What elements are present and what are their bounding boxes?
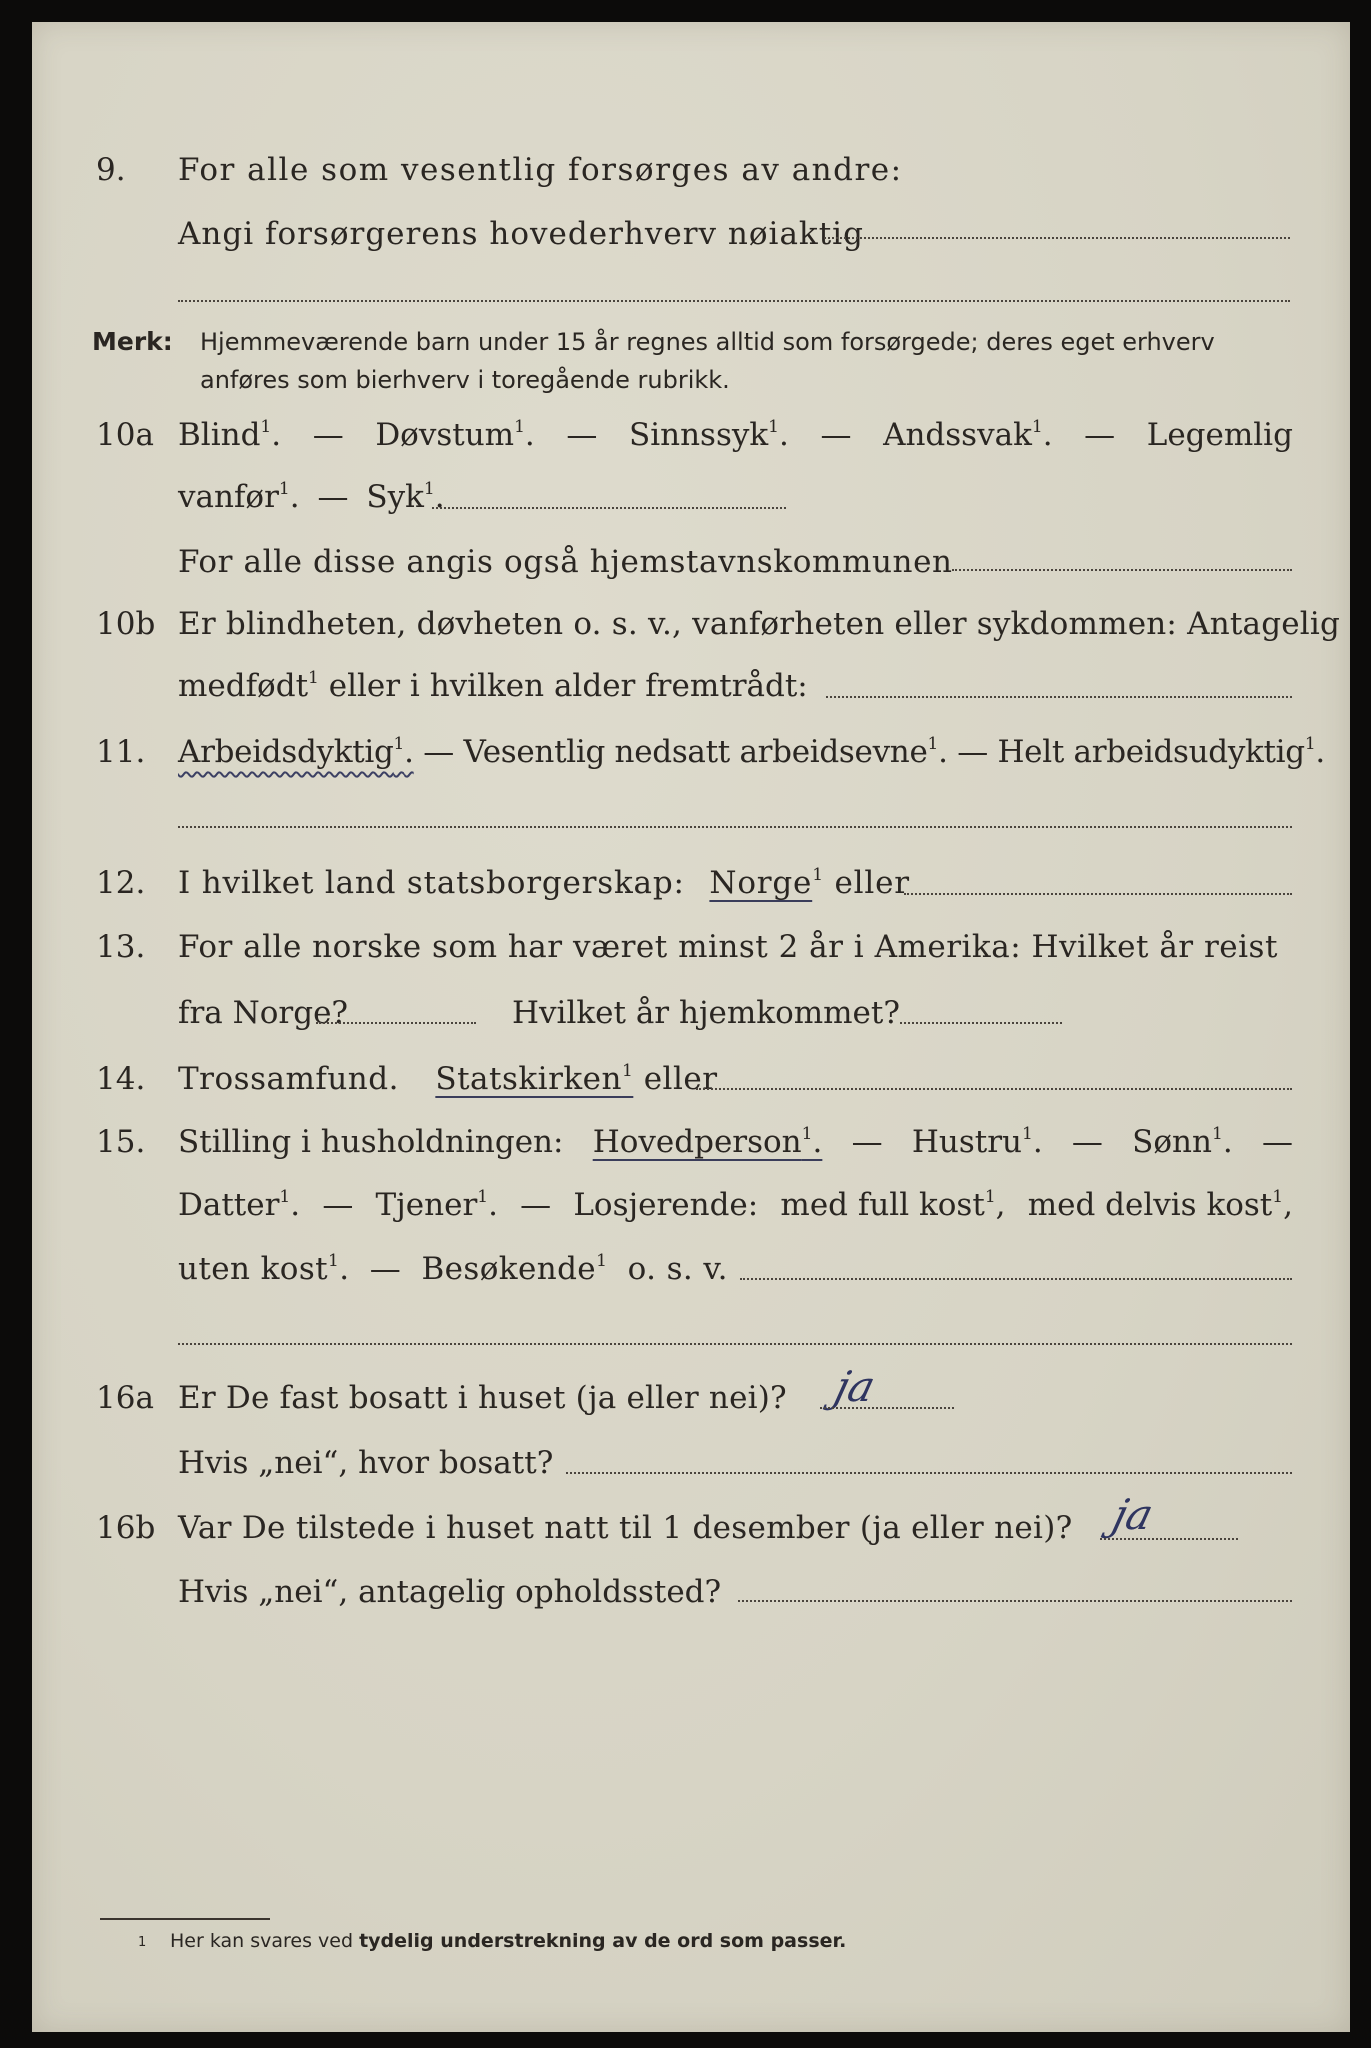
- q14-text: [178, 1057, 718, 1101]
- q16b-answer-line[interactable]: [1100, 1538, 1238, 1540]
- q15-losjerende-label: Losjerende:: [573, 1187, 759, 1223]
- dash: —: [566, 417, 598, 453]
- q10b-alder-label: eller i hvilken alder fremtrådt:: [318, 668, 808, 704]
- q10a-number: 10a: [96, 417, 154, 453]
- q10a-row-3: [0, 540, 1371, 584]
- opt-andssvak[interactable]: Andssvak$^1$.: [883, 417, 1053, 453]
- q15-row-3: [0, 1247, 1371, 1291]
- q12-number: 12.: [96, 865, 146, 901]
- q11-answer-line[interactable]: [178, 826, 1292, 828]
- q14-answer-line[interactable]: [696, 1088, 1292, 1090]
- q16a-number: 16a: [96, 1380, 154, 1416]
- dash: —: [317, 479, 349, 515]
- q16a-answer-line[interactable]: [820, 1407, 954, 1409]
- q16b-row-2: [0, 1570, 1371, 1614]
- q12-answer-line[interactable]: [904, 893, 1292, 895]
- dash: —: [520, 1187, 552, 1223]
- merk-row-2: [0, 358, 1371, 402]
- opt-vanfor[interactable]: vanfør$^1$.: [178, 479, 300, 515]
- q14-label: Trossamfund.: [178, 1061, 399, 1097]
- opt-delvis-kost[interactable]: med delvis kost$^1$,: [1027, 1187, 1293, 1223]
- opt-dovstum[interactable]: Døvstum$^1$.: [375, 417, 535, 453]
- q10a-text-3: For alle disse angis også hjemstavnskommunen: [178, 544, 953, 580]
- q11-row: [0, 730, 1371, 774]
- opt-full-kost[interactable]: med full kost$^1$,: [780, 1187, 1006, 1223]
- q11-options: [178, 730, 1325, 774]
- merk-text-1: Hjemmeværende barn under 15 år regnes alltid som forsørgede; deres eget erhverv: [200, 328, 1215, 356]
- opt-hustru[interactable]: Hustru$^1$.: [911, 1124, 1043, 1160]
- q10b-row-1: [0, 602, 1371, 646]
- q10b-text-2: [178, 664, 808, 708]
- q10a-options: [178, 413, 1293, 457]
- q10a-syk-line[interactable]: [432, 507, 786, 509]
- q13-number: 13.: [96, 929, 146, 965]
- dash: —: [957, 734, 988, 770]
- merk-text-2: anføres som bierhverv i toregående rubrikk.: [200, 366, 730, 394]
- q13-text-1: For alle norske som har været minst 2 år i Amerika: Hvilket år reist: [178, 929, 1278, 965]
- q9-answer-line-2[interactable]: [178, 300, 1290, 302]
- q10b-text-1: Er blindheten, døvheten o. s. v., vanførheten eller sykdommen: Antagelig: [178, 606, 1341, 642]
- q14-row: [0, 1057, 1371, 1101]
- q15-row-1: [0, 1120, 1371, 1164]
- opt-datter[interactable]: Datter$^1$.: [178, 1187, 301, 1223]
- q10b-answer-line[interactable]: [826, 696, 1292, 698]
- q16b-opholdssted-line[interactable]: [738, 1600, 1292, 1602]
- opt-statskirken[interactable]: Statskirken$^1$: [435, 1061, 634, 1097]
- dash: —: [369, 1251, 402, 1287]
- q9-answer-line[interactable]: [824, 237, 1290, 239]
- q16b-row-1: [0, 1506, 1371, 1550]
- q16a-bosatt-line[interactable]: [566, 1472, 1292, 1474]
- dash: —: [820, 417, 852, 453]
- q13-row-1: [0, 925, 1371, 969]
- q16b-handwritten-answer[interactable]: ja: [1107, 1490, 1159, 1539]
- opt-norge[interactable]: Norge: [709, 865, 813, 901]
- q13-reist-line[interactable]: [316, 1022, 476, 1024]
- q11-number: 11.: [96, 734, 146, 770]
- dash: —: [851, 1124, 883, 1160]
- q16a-row-1: [0, 1376, 1371, 1420]
- q10a-row-1: [0, 413, 1371, 457]
- opt-besokende[interactable]: Besøkende$^1$: [421, 1251, 608, 1287]
- q9-number: 9.: [96, 152, 126, 188]
- q15-row-2: [0, 1183, 1371, 1227]
- merk-label: Merk:: [92, 327, 173, 356]
- q12-row: [0, 861, 1371, 905]
- footnote-mark: 1: [138, 1935, 147, 1950]
- q15-answer-line[interactable]: [740, 1278, 1292, 1280]
- opt-arbeidsdyktig[interactable]: Arbeidsdyktig$^1$.: [178, 734, 414, 770]
- q15-answer-line-2[interactable]: [178, 1343, 1292, 1345]
- q16b-text-1: Var De tilstede i huset natt til 1 desember (ja eller nei)?: [178, 1510, 1073, 1546]
- q14-number: 14.: [96, 1061, 146, 1097]
- q16b-text-2: Hvis „nei“, antagelig opholdssted?: [178, 1574, 722, 1610]
- opt-medfodt[interactable]: medfødt$^1$: [178, 668, 319, 704]
- dash: —: [1071, 1124, 1103, 1160]
- q10b-number: 10b: [96, 606, 156, 642]
- opt-nedsatt[interactable]: Vesentlig nedsatt arbeidsevne$^1$.: [463, 734, 948, 770]
- opt-hovedperson[interactable]: Hovedperson$^1$.: [592, 1124, 823, 1160]
- q15-osv: o. s. v.: [627, 1251, 728, 1287]
- q9-row-1: [0, 148, 1371, 192]
- q16a-handwritten-answer[interactable]: ja: [829, 1362, 881, 1411]
- q12-eller: eller: [834, 865, 910, 901]
- footnote-rule: [100, 1918, 270, 1920]
- opt-sinnssyk[interactable]: Sinnssyk$^1$.: [628, 417, 789, 453]
- q14-eller: eller: [643, 1061, 718, 1097]
- q13-hjemkommet-line[interactable]: [900, 1022, 1062, 1024]
- q15-options-3: [178, 1247, 728, 1291]
- opt-legemlig[interactable]: Legemlig: [1146, 417, 1293, 453]
- q15-label: Stilling i husholdningen:: [178, 1124, 564, 1160]
- opt-uten-kost[interactable]: uten kost$^1$.: [178, 1251, 350, 1287]
- q16a-text-2: Hvis „nei“, hvor bosatt?: [178, 1445, 554, 1481]
- dash: —: [423, 734, 454, 770]
- q13-row-2: [0, 991, 1371, 1035]
- q10a-row-2: [0, 475, 1371, 519]
- dash: —: [322, 1187, 354, 1223]
- dash: —: [1084, 417, 1116, 453]
- q10b-row-2: [0, 664, 1371, 708]
- opt-blind[interactable]: Blind$^1$.: [178, 417, 282, 453]
- q10a-text-2: [178, 475, 445, 519]
- q15-options-2: [178, 1183, 1293, 1227]
- q13-hjemkommet-label: Hvilket år hjemkommet?: [512, 995, 900, 1031]
- q15-options-1: [178, 1120, 1293, 1164]
- q13-reist-label: fra Norge?: [178, 995, 349, 1031]
- q16a-row-2: [0, 1441, 1371, 1485]
- opt-sonn[interactable]: Sønn$^1$.: [1132, 1124, 1233, 1160]
- q9-text-1: For alle som vesentlig forsørges av andre:: [178, 152, 903, 188]
- q12-label: I hvilket land statsborgerskap:: [178, 865, 685, 901]
- q9-row-2: [0, 212, 1371, 256]
- opt-tjener[interactable]: Tjener$^1$.: [375, 1187, 498, 1223]
- dash: —: [1261, 1124, 1293, 1160]
- q12-text: I hvilket land statsborgerskap: Norge$^1$ eller: [178, 865, 910, 901]
- q16b-number: 16b: [96, 1510, 156, 1546]
- q16a-text-1: Er De fast bosatt i huset (ja eller nei)?: [178, 1380, 787, 1416]
- q9-text-2: Angi forsørgerens hovederhverv nøiaktig: [178, 216, 864, 252]
- q15-number: 15.: [96, 1124, 146, 1160]
- footnote-text: Her kan svares ved tydelig understrekning av de ord som passer.: [170, 1930, 847, 1952]
- q10a-kommune-line[interactable]: [952, 569, 1292, 571]
- dash: —: [312, 417, 344, 453]
- opt-syk[interactable]: Syk$^1$.: [366, 479, 445, 515]
- opt-udyktig[interactable]: Helt arbeidsudyktig$^1$.: [997, 734, 1325, 770]
